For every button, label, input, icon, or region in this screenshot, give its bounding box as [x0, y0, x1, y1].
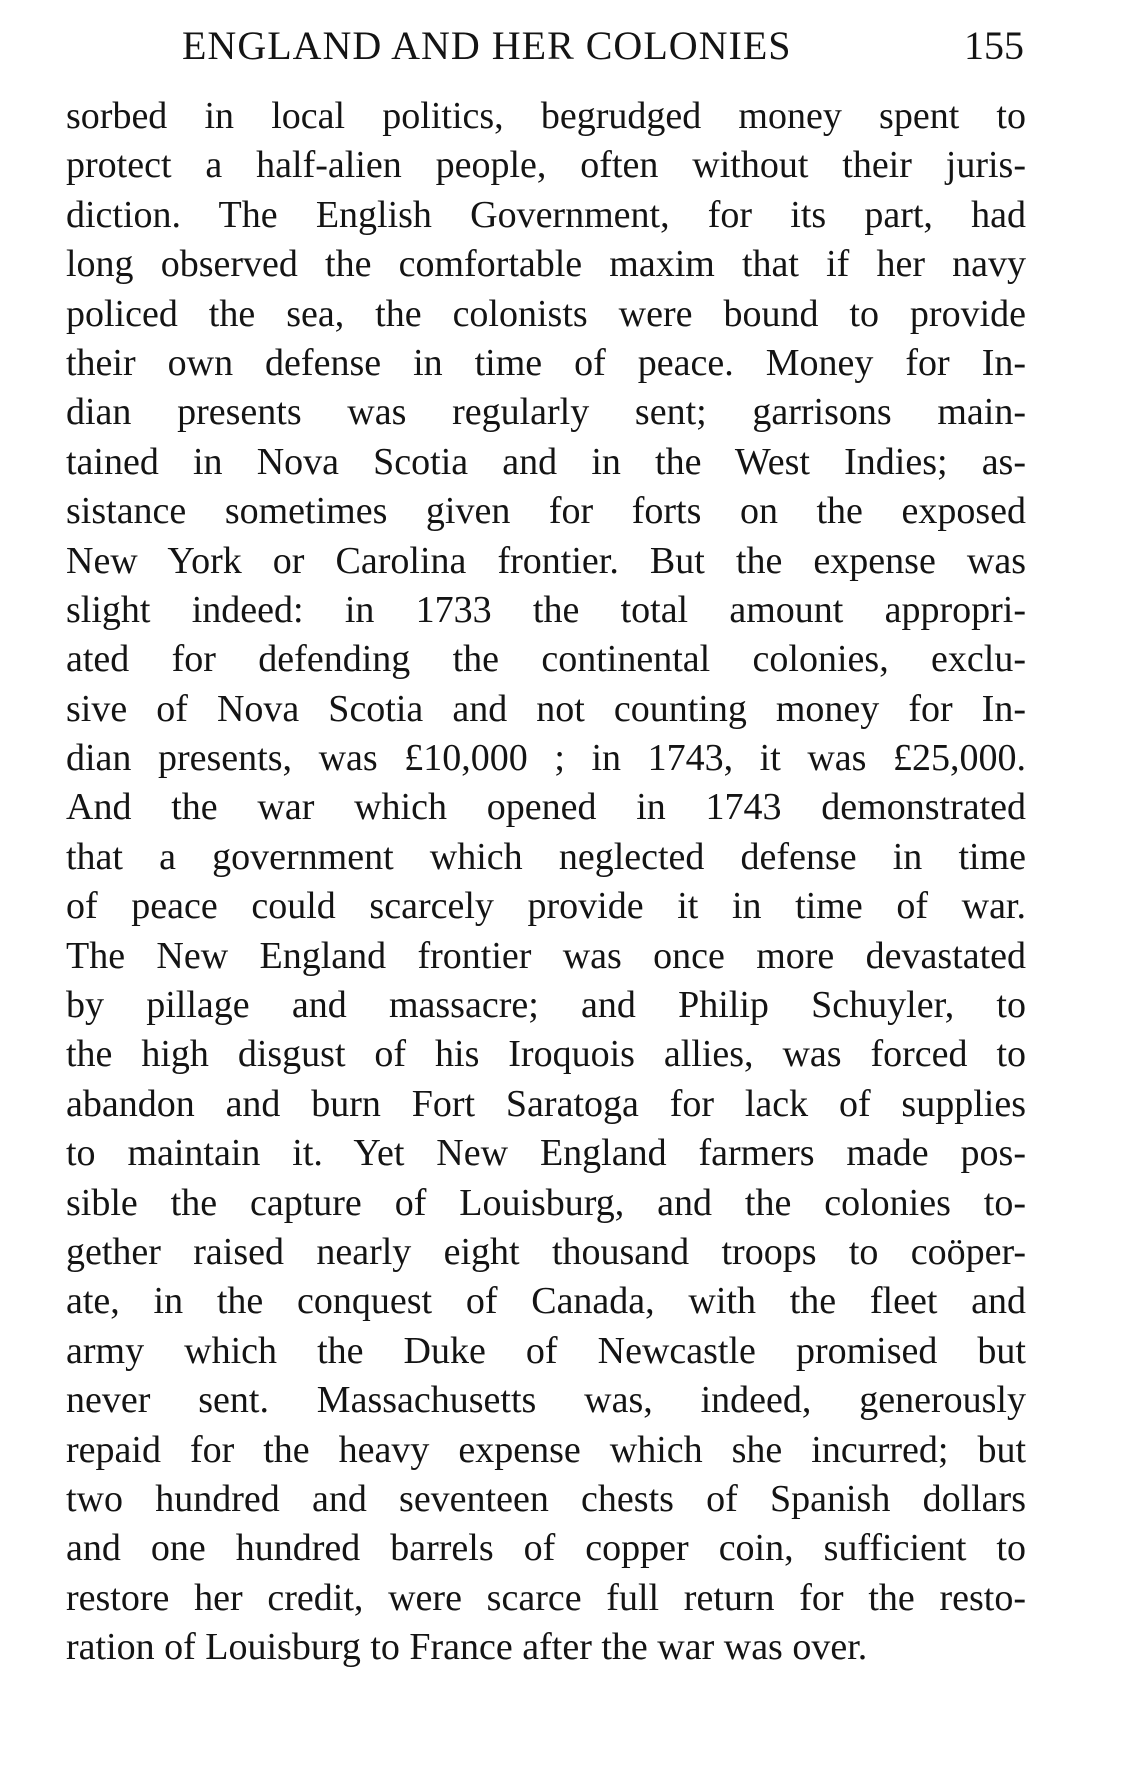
- body-text: [66, 92, 1026, 1673]
- text-line: New York or Carolina frontier. But the expense was: [66, 539, 1026, 582]
- text-line: ated for defending the continental colonies, exclu-: [66, 638, 1026, 681]
- text-line: dian presents, was £10,000 ; in 1743, it was £25,000.: [66, 737, 1026, 780]
- text-line: sorbed in local politics, begrudged money spent to: [66, 95, 1026, 137]
- text-line: protect a half-alien people, often without their juris-: [66, 144, 1026, 187]
- text-line: diction. The English Government, for its part, had: [66, 193, 1026, 236]
- text-line: slight indeed: in 1733 the total amount appropri-: [66, 588, 1026, 631]
- text-line: their own defense in time of peace. Money for In-: [66, 341, 1026, 384]
- text-line: ate, in the conquest of Canada, with the fleet and: [66, 1280, 1026, 1323]
- text-line: policed the sea, the colonists were bound to provide: [66, 292, 1026, 335]
- text-line: And the war which opened in 1743 demonstrated: [66, 786, 1026, 829]
- text-line: and one hundred barrels of copper coin, sufficient to: [66, 1527, 1026, 1570]
- text-line: by pillage and massacre; and Philip Schuyler, to: [66, 984, 1026, 1027]
- text-line: army which the Duke of Newcastle promised but: [66, 1329, 1026, 1372]
- text-line: tained in Nova Scotia and in the West Indies; as-: [66, 440, 1026, 483]
- text-line: sive of Nova Scotia and not counting money for In-: [66, 687, 1026, 730]
- text-line: repaid for the heavy expense which she incurred; but: [66, 1428, 1026, 1471]
- page-number: 155: [964, 23, 1024, 68]
- text-line: two hundred and seventeen chests of Spanish dollars: [66, 1477, 1026, 1520]
- text-line: The New England frontier was once more devastated: [66, 934, 1026, 977]
- running-title: ENGLAND AND HER COLONIES: [182, 23, 792, 68]
- text-line: ration of Louisburg to France after the war was over.: [66, 1626, 868, 1669]
- text-line: of peace could scarcely provide it in time of war.: [66, 885, 1026, 928]
- text-line: sistance sometimes given for forts on the exposed: [66, 490, 1026, 533]
- text-line: restore her credit, were scarce full return for the resto-: [66, 1576, 1026, 1619]
- running-head: [70, 14, 1030, 74]
- text-line: dian presents was regularly sent; garrisons main-: [66, 391, 1026, 434]
- text-line: never sent. Massachusetts was, indeed, generously: [66, 1379, 1026, 1422]
- text-line: the high disgust of his Iroquois allies, was forced to: [66, 1033, 1026, 1076]
- text-line: to maintain it. Yet New England farmers made pos-: [66, 1132, 1026, 1175]
- text-line: long observed the comfortable maxim that if her navy: [66, 243, 1026, 286]
- text-line: abandon and burn Fort Saratoga for lack of supplies: [66, 1082, 1026, 1125]
- text-line: sible the capture of Louisburg, and the colonies to-: [66, 1181, 1026, 1224]
- text-line: that a government which neglected defense in time: [66, 835, 1026, 878]
- text-line: gether raised nearly eight thousand troops to coöper-: [66, 1230, 1026, 1273]
